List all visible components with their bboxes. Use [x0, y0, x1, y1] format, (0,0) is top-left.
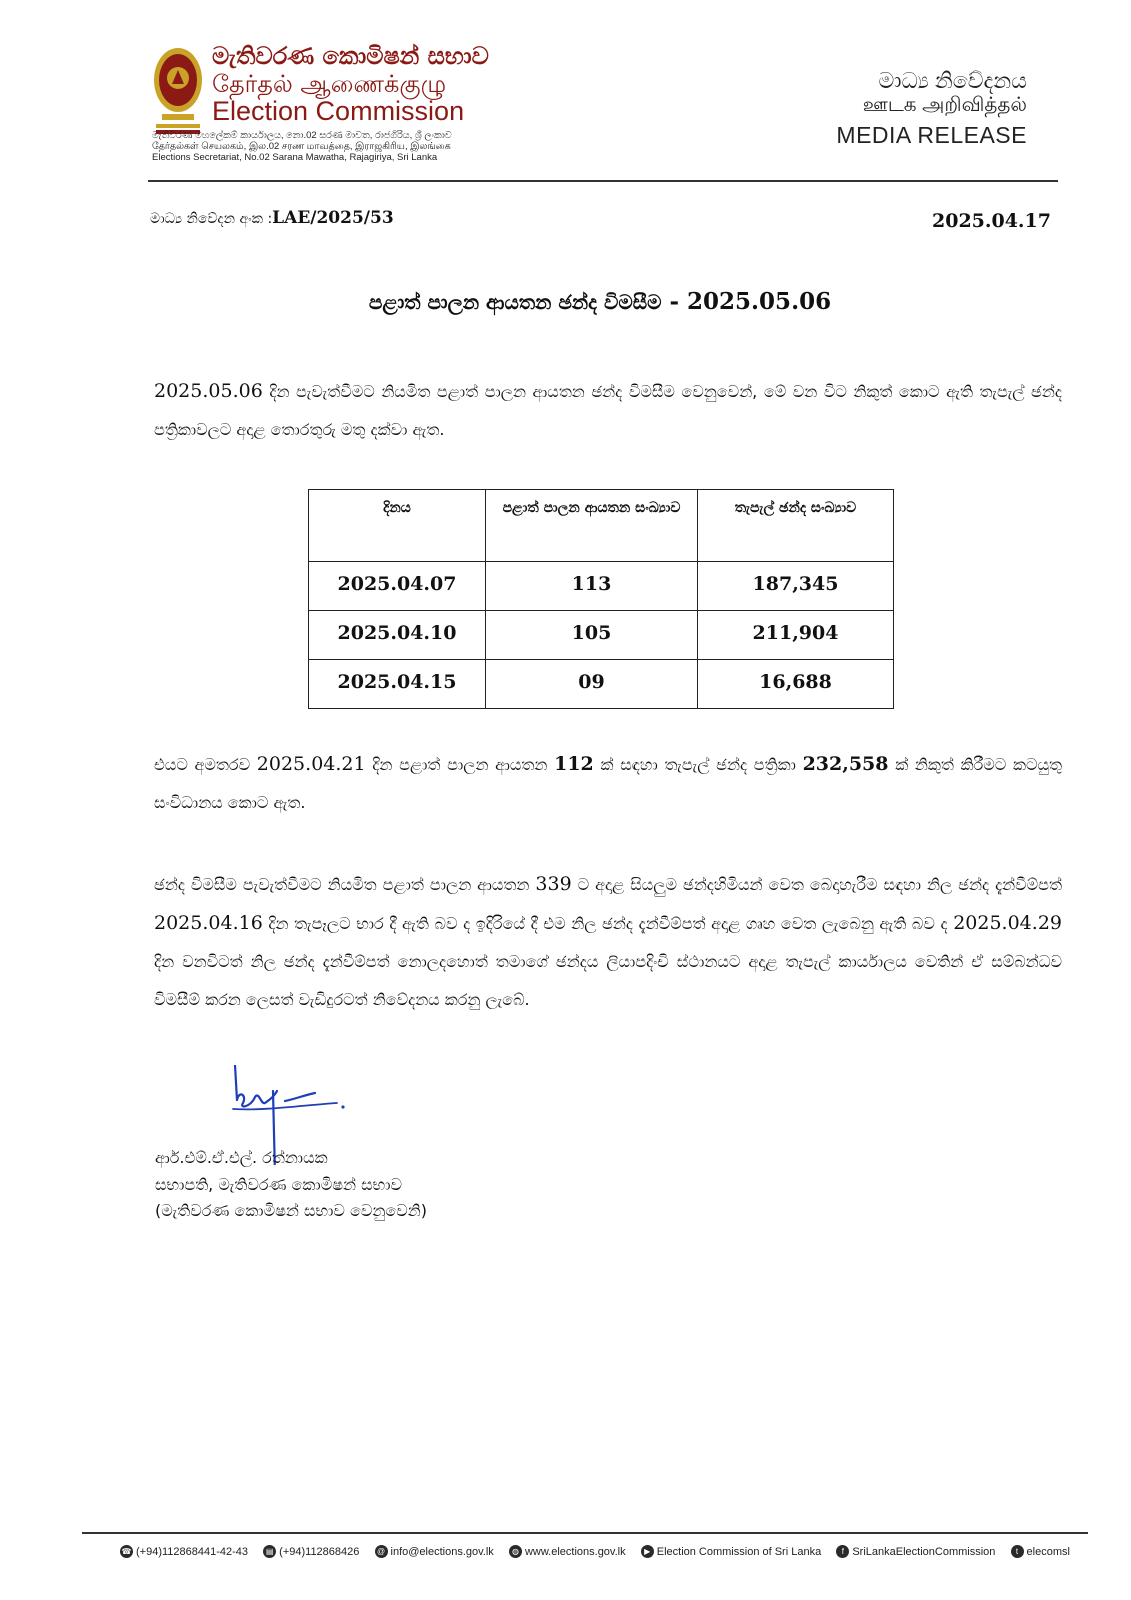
para3-deadline-date: 2025.04.29	[953, 912, 1062, 934]
footer-phone-text: (+94)112868441-42-43	[136, 1545, 249, 1558]
footer-twitter[interactable]	[1011, 1545, 1070, 1558]
release-number-label: මාධ්‍ය නිවේදන අංක :	[150, 211, 273, 227]
cell-date: 2025.04.15	[309, 660, 486, 709]
table-row	[309, 562, 894, 611]
footer-youtube-text: Election Commission of Sri Lanka	[656, 1545, 822, 1558]
address-english: Elections Secretariat, No.02 Sarana Mawatha, Rajagiriya, Sri Lanka	[152, 152, 438, 163]
release-date: 2025.04.17	[932, 210, 1051, 232]
org-name-english: Election Commission	[212, 96, 465, 126]
election-date: 2025.05.06	[154, 380, 263, 402]
footer-youtube[interactable]	[641, 1545, 821, 1558]
table-row	[309, 611, 894, 660]
footer-facebook[interactable]	[836, 1545, 995, 1558]
fax-icon: ▤	[263, 1545, 276, 1558]
footer-divider	[82, 1532, 1088, 1534]
cell-institutions: 113	[486, 562, 698, 611]
email-icon: @	[375, 1545, 388, 1558]
signer-designation: සභාපති, මැතිවරණ කොමිෂන් සභාව	[155, 1175, 402, 1194]
poll-card-paragraph	[154, 865, 1062, 1019]
footer-contacts	[120, 1545, 1070, 1558]
para3-text-2: ට අදාළ සියලුම ඡන්දහිමියන් වෙත බෙදාහැරීම සඳහා නිල ඡන්ද දැන්වීම්පත්	[571, 875, 1063, 894]
org-name-sinhala: මැතිවරණ කොමිෂන් සභාව	[212, 42, 489, 70]
media-release-tamil: ஊடக அறிவித்தல்	[862, 94, 1027, 116]
intro-text: දින පැවැත්වීමට නියමිත පළාත් පාලන ආයතන ඡන්ද විමසීම වෙනුවෙන්, මේ වන විට නිකුත් කොට ඇති තැපැල් ඡන්ද පත්‍රිකාවලට අදාළ තොරතුරු මතු දක්වා ඇත.	[154, 382, 1062, 439]
cell-date: 2025.04.10	[309, 611, 486, 660]
table-header-row	[309, 490, 894, 562]
footer-phone[interactable]	[120, 1545, 248, 1558]
org-name-tamil: தேர்தல் ஆணைக்குழு	[212, 70, 447, 98]
cell-ballots: 211,904	[698, 611, 894, 660]
signer-name: ආර්.එම්.ඒ.එල්. රත්නායක	[155, 1148, 328, 1167]
footer-email-text: info@elections.gov.lk	[390, 1545, 494, 1558]
para2-text-4: ක් නිකුත් කිරීමට කටයුතු සංවිධානය කොට ඇත.	[154, 755, 1062, 812]
twitter-icon: t	[1011, 1545, 1024, 1558]
para2-institution-count: 112	[554, 753, 594, 775]
youtube-icon: ▶	[641, 1545, 654, 1558]
footer-email[interactable]	[375, 1545, 494, 1558]
cell-institutions: 105	[486, 611, 698, 660]
cell-ballots: 187,345	[698, 562, 894, 611]
globe-icon: ◍	[509, 1545, 522, 1558]
document-title-date: - 2025.05.06	[669, 288, 832, 315]
intro-paragraph	[154, 372, 1062, 449]
para3-text-1: ඡන්ද විමසීම පැවැත්වීමට නියමිත පළාත් පාලන ආයතන	[154, 875, 536, 894]
document-title	[0, 288, 1131, 315]
release-number-value: LAE/2025/53	[272, 208, 394, 228]
signer-on-behalf: (මැතිවරණ කොමිෂන් සභාව වෙනුවෙනි)	[155, 1201, 427, 1220]
para2-text-2: දින පළාත් පාලන ආයතන	[365, 755, 555, 774]
footer-twitter-text: elecomsl	[1026, 1545, 1070, 1558]
header-ballots: තැපැල් ඡන්ද සංඛ්‍යාව	[698, 490, 894, 562]
footer-website[interactable]	[509, 1545, 626, 1558]
para2-text-1: එයට අමතරව	[154, 755, 257, 774]
cell-date: 2025.04.07	[309, 562, 486, 611]
address-tamil: தேர்தல்கள் செயலகம், இல.02 சரண மாவத்தை, இராஜகிரிய, இலங்கை	[152, 141, 451, 152]
address-sinhala: මැතිවරණ මහලේකම් කාර්යාලය, නො.02 සරණ මාවත, රාජගිරිය, ශ්‍රී ලංකාව	[152, 130, 452, 141]
header-institutions: පළාත් පාලන ආයතන සංඛ්‍යාව	[486, 490, 698, 562]
document-title-text: පළාත් පාලන ආයතන ඡන්ද විමසීම	[368, 290, 662, 314]
media-release-sinhala: මාධ්‍ය නිවේදනය	[878, 68, 1027, 93]
para3-text-3: දින තැපෑලට භාර දී ඇති බව ද ඉදිරියේ දී එම නිල ඡන්ද දැන්වීම්පත් අදාළ ගෘහ වෙත ලැබෙනු ඇති බව ද	[262, 914, 954, 933]
cell-institutions: 09	[486, 660, 698, 709]
header-date: දිනය	[309, 490, 486, 562]
postal-ballot-table	[308, 489, 894, 709]
footer-fax[interactable]	[263, 1545, 359, 1558]
header-divider	[148, 180, 1058, 182]
para3-text-4: දින වනවිටත් නිල ඡන්ද දැන්වීම්පත් නොලදහොත් තමාගේ ඡන්දය ලියාපදිංචි ස්ථානයට අදාළ තැපැල් කාර්යාලය වෙතින් ඒ සම්බන්ධව විමසීම් කරන ලෙසත් වැඩිදුරටත් නිවේදනය කරනු ලැබේ.	[154, 952, 1062, 1009]
additional-issue-paragraph	[154, 745, 1062, 822]
para2-date: 2025.04.21	[256, 753, 366, 775]
footer-fax-text: (+94)112868426	[279, 1545, 360, 1558]
table-row	[309, 660, 894, 709]
media-release-english: MEDIA RELEASE	[836, 122, 1027, 148]
para2-text-3: ක් සඳහා තැපැල් ඡන්ද පත්‍රිකා	[593, 755, 803, 774]
footer-facebook-text: SriLankaElectionCommission	[852, 1545, 996, 1558]
release-number	[150, 208, 394, 228]
facebook-icon: f	[836, 1545, 849, 1558]
para2-ballot-count: 232,558	[802, 753, 889, 775]
para3-institution-total: 339	[535, 873, 572, 895]
footer-website-text: www.elections.gov.lk	[524, 1545, 626, 1558]
cell-ballots: 16,688	[698, 660, 894, 709]
para3-post-date: 2025.04.16	[154, 912, 263, 934]
phone-icon: ☎	[120, 1545, 133, 1558]
